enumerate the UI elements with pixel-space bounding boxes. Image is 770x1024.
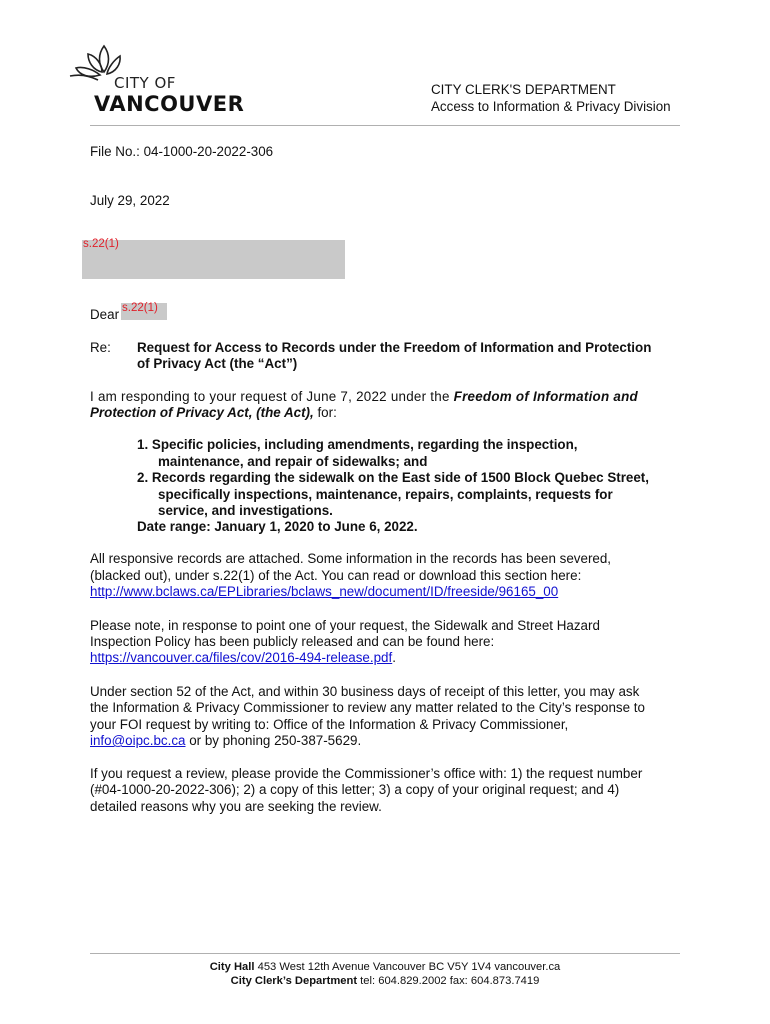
- footer-department-label: City Clerk’s Department: [230, 975, 358, 987]
- intro-text: I am responding to your request of June 7, 2022 under the: [90, 389, 454, 404]
- request-item-1-line-2: maintenance, and repair of sidewalks; and: [158, 454, 428, 469]
- request-item-2-line-3: service, and investigations.: [158, 503, 333, 518]
- para1-line-1: All responsive records are attached. Some information in the records has been severed,: [90, 551, 612, 566]
- logo-vancouver: VANCOUVER: [94, 92, 245, 116]
- para2-line-2: Inspection Policy has been publicly released and can be found here:: [90, 634, 495, 649]
- request-item-2-line-2: specifically inspections, maintenance, repairs, complaints, requests for: [158, 487, 613, 502]
- subject-line-1: Request for Access to Records under the Freedom of Information and Protection: [137, 340, 652, 355]
- redacted-address-block: [82, 240, 345, 279]
- file-number: File No.: 04-1000-20-2022-306: [90, 144, 274, 159]
- header-divider: [90, 125, 680, 126]
- para3-line-1: Under section 52 of the Act, and within 30 business days of receipt of this letter, you may ask: [90, 684, 640, 699]
- footer-department-contact: tel: 604.829.2002 fax: 604.873.7419: [357, 975, 540, 987]
- policy-release-link[interactable]: https://vancouver.ca/files/cov/2016-494-release.pdf: [90, 650, 393, 665]
- act-name-part-1: Freedom of Information and: [453, 389, 638, 404]
- letter-date: July 29, 2022: [90, 193, 170, 208]
- para4-line-3: detailed reasons why you are seeking the review.: [90, 799, 382, 814]
- request-item-2-line-1: 2. Records regarding the sidewalk on the East side of 1500 Block Quebec Street,: [137, 470, 649, 485]
- oipc-email-link[interactable]: info@oipc.bc.ca: [90, 733, 186, 748]
- bclaws-link[interactable]: http://www.bclaws.ca/EPLibraries/bclaws_new/document/ID/freeside/96165_00: [90, 584, 559, 599]
- footer-divider: [90, 953, 680, 954]
- footer-city-hall-label: City Hall: [209, 961, 255, 973]
- re-label: Re:: [90, 340, 111, 355]
- department-name: CITY CLERK'S DEPARTMENT: [431, 82, 616, 97]
- intro-line-1: [90, 389, 680, 406]
- logo-city-of: CITY OF: [114, 74, 176, 92]
- para4-line-1: If you request a review, please provide the Commissioner’s office with: 1) the request number: [90, 766, 643, 781]
- division-name: Access to Information & Privacy Division: [431, 99, 671, 114]
- para2-line-1: Please note, in response to point one of your request, the Sidewalk and Street Hazard: [90, 618, 600, 633]
- salutation: Dear: [90, 307, 120, 322]
- redaction-code: s.22(1): [83, 238, 119, 250]
- act-name-part-2: Protection of Privacy Act, (the Act),: [90, 405, 314, 420]
- date-range: Date range: January 1, 2020 to June 6, 2022.: [137, 519, 418, 534]
- para2-period: .: [392, 650, 396, 665]
- intro-line-2: [90, 405, 337, 422]
- subject-line-2: of Privacy Act (the “Act”): [137, 356, 298, 371]
- city-logo: [66, 42, 246, 118]
- para3-phone-text: or by phoning 250-387-5629.: [185, 733, 362, 748]
- request-item-1-line-1: 1. Specific policies, including amendments, regarding the inspection,: [137, 437, 578, 452]
- para3-line-3: your FOI request by writing to: Office of the Information & Privacy Commissioner,: [90, 717, 569, 732]
- para2-line-3: [90, 650, 396, 667]
- para4-line-2: (#04-1000-20-2022-306); 2) a copy of this letter; 3) a copy of your original request; and 4): [90, 782, 620, 797]
- intro-for: for:: [313, 405, 337, 420]
- redaction-code-name: s.22(1): [122, 302, 158, 314]
- footer-department: [90, 974, 680, 988]
- footer-city-hall-address: 453 West 12th Avenue Vancouver BC V5Y 1V4 vancouver.ca: [254, 961, 561, 973]
- footer-city-hall: [90, 960, 680, 974]
- para3-line-2: the Information & Privacy Commissioner to review any matter related to the City’s response to: [90, 700, 645, 715]
- para1-line-2: (blacked out), under s.22(1) of the Act. You can read or download this section here:: [90, 568, 582, 583]
- para3-line-4: [90, 733, 361, 750]
